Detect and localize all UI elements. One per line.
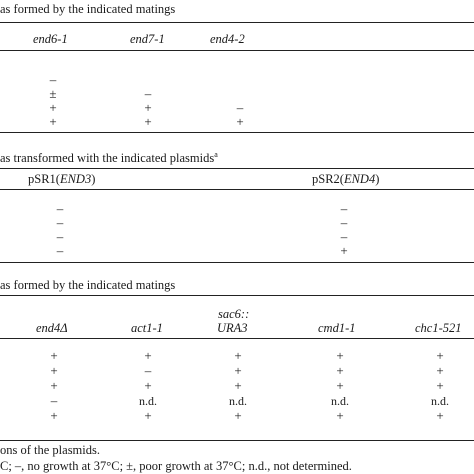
section2-header-rule [0,189,474,190]
section1-cell: + [144,114,152,129]
section1-cell: – [144,86,152,101]
section3-cell: – [144,363,152,378]
section1-caption: as formed by the indicated matings [0,2,176,16]
section1-header-end6-1: end6-1 [33,32,68,46]
section1-header-end4-2: end4-2 [210,32,245,46]
section1-cell: – [49,72,57,87]
section2-cell: – [56,243,64,258]
section2-cell: – [56,229,64,244]
section2-top-rule [0,168,474,169]
section3-bottom-rule [0,440,474,441]
section3-cell: + [234,378,242,393]
section2-caption-sup: a [214,149,218,159]
section3-cell: + [436,378,444,393]
section3-header-sac6: sac6:: [218,307,250,321]
section3-cell: + [144,378,152,393]
section3-cell: + [234,408,242,423]
section1-bottom-rule [0,132,474,133]
section2-cell: – [340,229,348,244]
section1-cell: + [49,100,57,115]
section3-cell: + [234,363,242,378]
section2-cell: – [340,201,348,216]
section3-header-end4-delta: end4Δ [36,321,68,335]
section2-bottom-rule [0,262,474,263]
section3-cell: + [50,363,58,378]
section1-cell: + [49,114,57,129]
section2-cell: + [340,243,348,258]
section3-cell: + [50,408,58,423]
section3-cell: n.d. [229,394,247,408]
section3-cell: + [336,363,344,378]
section3-cell: + [234,348,242,363]
section3-cell: + [336,348,344,363]
section3-cell: + [336,378,344,393]
section3-cell: + [50,348,58,363]
section3-cell: n.d. [139,394,157,408]
section3-header-act1-1: act1-1 [131,321,163,335]
section1-cell: + [236,114,244,129]
section3-header-cmd1-1: cmd1-1 [318,321,356,335]
section1-cell: + [144,100,152,115]
section3-cell: n.d. [431,394,449,408]
section1-top-rule [0,22,474,23]
section2-caption [0,151,218,165]
section2-header-psr2-prefix: pSR2( [312,172,344,186]
section2-caption-text: as transformed with the indicated plasmids [0,151,215,165]
section2-header-psr1-prefix: pSR1( [28,172,60,186]
section1-cell: ± [49,86,57,101]
section2-header-psr1-suffix: ) [91,172,96,186]
section2-cell: – [56,201,64,216]
section3-header-ura3: URA3 [217,321,248,335]
section2-header-psr2-suffix: ) [375,172,380,186]
section1-cell: – [236,100,244,115]
section3-cell: + [144,348,152,363]
section2-header-psr1 [28,172,95,186]
section1-header-rule [0,50,474,51]
section3-cell: + [50,378,58,393]
section2-cell: – [340,215,348,230]
section3-caption: as formed by the indicated matings [0,278,176,292]
section3-cell: – [50,393,58,408]
section3-cell: + [436,363,444,378]
section3-cell: + [436,408,444,423]
section2-header-psr1-gene: END3 [59,172,92,186]
section3-top-rule [0,295,474,296]
section3-cell: n.d. [331,394,349,408]
section2-cell: – [56,215,64,230]
section3-cell: + [336,408,344,423]
footnote-legend: C; –, no growth at 37°C; ±, poor growth at 37°C; n.d., not determined. [0,459,352,473]
section3-header-chc1-521: chc1-521 [415,321,462,335]
section2-header-psr2-gene: END4 [343,172,376,186]
section2-header-psr2 [312,172,379,186]
section3-header-rule [0,338,474,339]
section3-cell: + [436,348,444,363]
section1-header-end7-1: end7-1 [130,32,165,46]
footnote-a: ons of the plasmids. [0,443,100,457]
section3-cell: + [144,408,152,423]
